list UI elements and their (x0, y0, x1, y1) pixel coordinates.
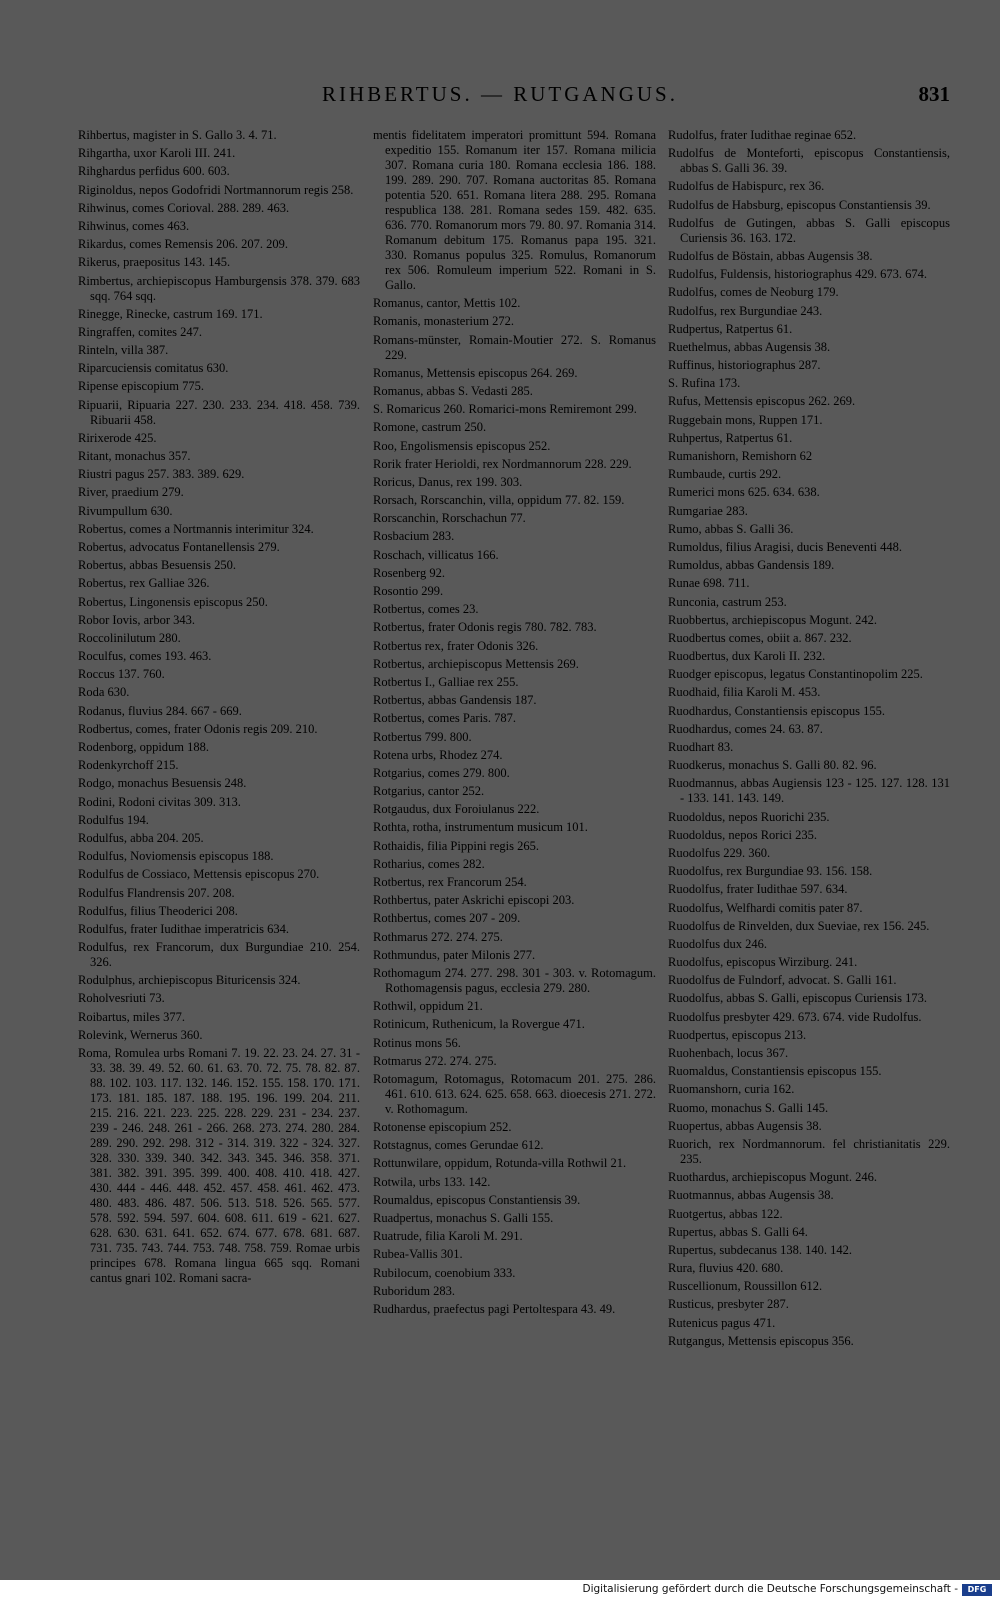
index-entry: Rufus, Mettensis episcopus 262. 269. (668, 394, 856, 409)
index-entry: Rudolfus de Böstain, abbas Augensis 38. (668, 248, 873, 263)
index-entry: Ruotmannus, abbas Augensis 38. (668, 1188, 834, 1203)
index-entry: Roccolinilutum 280. (78, 630, 181, 645)
index-entry: Rubilocum, coenobium 333. (373, 1265, 516, 1280)
index-entry: Rotomagum, Rotomagus, Rotomacum 201. 275. 286. 461. 610. 613. 624. 625. 658. 663. dioecesis 271. 272. v. Rothomagum. (373, 1071, 656, 1116)
index-entry: S. Romaricus 260. Romarici-mons Remiremont 299. (373, 402, 637, 417)
index-entry: Rupertus, abbas S. Galli 64. (668, 1224, 808, 1239)
index-entry: Rotbertus 799. 800. (373, 729, 472, 744)
index-entry: Robertus, comes a Nortmannis interimitur 324. (78, 521, 314, 536)
index-entry: Rudolfus, Fuldensis, historiographus 429. 673. 674. (668, 267, 928, 282)
index-entry: Ruodolfus, abbas S. Galli, episcopus Curiensis 173. (668, 991, 928, 1006)
index-entry: Rinegge, Rinecke, castrum 169. 171. (78, 306, 263, 321)
index-entry: Rihwinus, comes Corioval. 288. 289. 463. (78, 200, 290, 215)
index-entry: Ruodolfus de Fulndorf, advocat. S. Galli 161. (668, 973, 897, 988)
index-entry: Roma, Romulea urbs Romani 7. 19. 22. 23. 24. 27. 31 - 33. 38. 39. 49. 52. 60. 61. 63. 70. 72. 75. 78. 82. 87. 88. 102. 103. 117. 132. 146. 152. 155. 158. 170. 171. 173. 181. 185. 187. 188. 195. 196. 199. 204. 211. 215. 216. 221. 223. 225. 228. 229. 231 - 234. 237. 239 - 246. 248. 261 - 266. 268. 273. 274. 280. 284. 289. 290. 292. 298. 312 - 314. 319. 322 - 324. 327. 328. 330. 339. 340. 342. 343. 345. 346. 358. 371. 381. 382. 391. 395. 399. 400. 408. 410. 418. 427. 430. 444 - 446. 448. 452. 457. 458. 461. 462. 473. 480. 483. 486. 487. 506. 513. 518. 526. 565. 577. 578. 592. 594. 597. 604. 608. 611. 619 - 621. 627. 628. 630. 631. 641. 652. 674. 677. 678. 681. 687. 731. 735. 743. 744. 753. 748. 758. 759. Romae urbis principes 678. Romana lingua 665 sqq. Romani cantus gnari 102. Romani sacra- (78, 1046, 360, 1285)
index-entry: Romanus, abbas S. Vedasti 285. (373, 383, 533, 398)
index-entry: Ritant, monachus 357. (78, 449, 191, 463)
index-entry: Ruscellionum, Roussillon 612. (668, 1279, 823, 1294)
index-entry: Ruadpertus, monachus S. Galli 155. (373, 1211, 554, 1225)
page-number: 831 (918, 82, 950, 106)
index-entry: Rutgangus, Mettensis episcopus 356. (668, 1333, 854, 1348)
index-entry: Rotgarius, cantor 252. (373, 784, 485, 799)
index-entry: Rotgaudus, dux Foroiulanus 222. (373, 802, 540, 817)
index-entry: Rudpertus, Ratpertus 61. (668, 321, 793, 336)
index-entry: Rivumpullum 630. (78, 503, 173, 518)
index-entry: Rudolfus, comes de Neoburg 179. (668, 285, 839, 300)
index-entry: Ruomanshorn, curia 162. (668, 1082, 795, 1097)
index-entry: Rotbertus, comes 23. (373, 602, 479, 617)
index-column-1 (78, 128, 360, 1289)
index-entry: Rotbertus rex, frater Odonis 326. (373, 638, 539, 653)
index-entry: Roricus, Danus, rex 199. 303. (373, 474, 523, 489)
index-entry: Ruodolfus presbyter 429. 673. 674. vide Rudolfus. (668, 1009, 922, 1024)
index-entry: Rothmundus, pater Milonis 277. (373, 947, 536, 962)
index-entry: Rumoldus, filius Aragisi, ducis Beneventi 448. (668, 539, 903, 554)
page-header (0, 82, 1000, 112)
index-entry: Rudolfus de Habsburg, episcopus Constantiensis 39. (668, 197, 931, 212)
index-entry: Rikerus, praepositus 143. 145. (78, 255, 231, 270)
index-entry: Ruodolfus 229. 360. (668, 845, 771, 860)
index-entry: Ruodhardus, Constantiensis episcopus 155. (668, 703, 886, 718)
index-entry: Roibartus, miles 377. (78, 1009, 185, 1024)
index-entry: Robertus, rex Galliae 326. (78, 576, 210, 591)
index-entry: Rodulfus Flandrensis 207. 208. (78, 885, 235, 900)
index-entry: Rotbertus, abbas Gandensis 187. (373, 693, 537, 708)
index-entry: Rotinus mons 56. (373, 1035, 461, 1050)
index-entry: Rotwila, urbs 133. 142. (373, 1174, 491, 1189)
index-entry: Rorsach, Rorscanchin, villa, oppidum 77. 82. 159. (373, 493, 625, 508)
index-entry: Ruodolfus dux 246. (668, 936, 767, 951)
index-entry: Rihbertus, magister in S. Gallo 3. 4. 71. (78, 128, 277, 142)
index-entry: Ruodolfus, episcopus Wirziburg. 241. (668, 955, 858, 970)
index-entry: Rotbertus, archiepiscopus Mettensis 269. (373, 656, 579, 671)
index-entry: Roccus 137. 760. (78, 667, 165, 682)
index-entry: Rikardus, comes Remensis 206. 207. 209. (78, 237, 289, 252)
index-entry: Ruomaldus, Constantiensis episcopus 155. (668, 1064, 882, 1079)
index-entry: Rodini, Rodoni civitas 309. 313. (78, 794, 241, 809)
index-entry: Rihghardus perfidus 600. 603. (78, 164, 230, 179)
index-entry: Robertus, advocatus Fontanellensis 279. (78, 539, 280, 554)
index-entry: Rodulphus, archiepiscopus Bituricensis 324. (78, 973, 301, 988)
index-entry: Ruotgertus, abbas 122. (668, 1206, 783, 1221)
index-entry: Rihgartha, uxor Karoli III. 241. (78, 146, 236, 161)
index-entry: Rotinicum, Ruthenicum, la Rovergue 471. (373, 1017, 585, 1032)
index-entry: Rodenborg, oppidum 188. (78, 740, 210, 754)
index-entry: Rutenicus pagus 471. (668, 1315, 776, 1330)
index-entry: Rothbertus, pater Askrichi episcopi 203. (373, 893, 575, 908)
index-entry: Ruomo, monachus S. Galli 145. (668, 1100, 829, 1115)
index-entry: Rottunwilare, oppidum, Rotunda-villa Rothwil 21. (373, 1156, 627, 1171)
index-entry: Ruatrude, filia Karoli M. 291. (373, 1229, 523, 1244)
index-entry: Rumgariae 283. (668, 503, 748, 518)
index-entry: Rotstagnus, comes Gerundae 612. (373, 1138, 544, 1153)
index-entry: Robertus, abbas Besuensis 250. (78, 558, 236, 573)
index-entry: Rothbertus, comes 207 - 209. (373, 911, 521, 926)
index-entry: Ruhpertus, Ratpertus 61. (668, 430, 793, 445)
index-entry: Rodanus, fluvius 284. 667 - 669. (78, 703, 242, 718)
index-entry: Rothwil, oppidum 21. (373, 999, 483, 1014)
index-entry: Roo, Engolismensis episcopus 252. (373, 438, 551, 453)
index-entry: Robor Iovis, arbor 343. (78, 612, 195, 627)
index-entry: Ruffinus, historiographus 287. (668, 358, 821, 373)
index-entry: Ruodolfus, rex Burgundiae 93. 156. 158. (668, 864, 873, 879)
index-entry: Roumaldus, episcopus Constantiensis 39. (373, 1192, 581, 1207)
index-entry: Rura, fluvius 420. 680. (668, 1261, 784, 1276)
index-entry: Ruethelmus, abbas Augensis 38. (668, 339, 831, 354)
index-entry: mentis fidelitatem imperatori promittunt 594. Romana expeditio 155. Romanum iter 157. Romana milicia 307. Romana curia 180. Romana ecclesia 186. 188. 199. 289. 290. 707. Romana auctoritas 85. Romana potentia 520. 651. Romana litera 288. 295. Romana respublica 138. 281. Romana sedes 159. 482. 635. 636. 770. Romanorum mors 79. 80. 97. Romania 314. Romanum debitum 175. Romanus papa 195. 321. 330. Romanus populus 325. Romulus, Romanorum rex 506. Romuleum imperium 522. Romani in S. Gallo. (373, 128, 656, 292)
index-entry: Ripense episcopium 775. (78, 379, 205, 394)
footer-bar (0, 1580, 1000, 1600)
index-entry: Ruodhaid, filia Karoli M. 453. (668, 685, 821, 700)
index-entry: Ruggebain mons, Ruppen 171. (668, 412, 823, 427)
index-entry: Rosontio 299. (373, 584, 444, 598)
index-entry: Rodulfus, rex Francorum, dux Burgundiae 210. 254. 326. (78, 940, 360, 970)
index-entry: Runconia, castrum 253. (668, 594, 787, 609)
index-entry: Rumbaude, curtis 292. (668, 467, 782, 482)
index-entry: Ruodger episcopus, legatus Constantinopolim 225. (668, 667, 923, 682)
running-title: RIHBERTUS. — RUTGANGUS. (322, 82, 678, 106)
dfg-logo-icon: DFG (962, 1584, 992, 1596)
index-entry: Ruorich, rex Nordmannorum. fel christianitatis 229. 235. (668, 1136, 950, 1166)
index-entry: Roda 630. (78, 685, 130, 700)
index-entry: Ruboridum 283. (373, 1283, 455, 1298)
index-entry: Rudhardus, praefectus pagi Pertoltespara 43. 49. (373, 1301, 616, 1316)
index-entry: Rodulfus, abba 204. 205. (78, 830, 204, 845)
index-entry: Rodgo, monachus Besuensis 248. (78, 776, 247, 791)
index-entry: Rothaidis, filia Pippini regis 265. (373, 838, 539, 853)
index-entry: Rotbertus I., Galliae rex 255. (373, 674, 519, 689)
index-entry: Rumo, abbas S. Galli 36. (668, 521, 794, 536)
index-entry: Rotbertus, rex Francorum 254. (373, 875, 527, 889)
index-entry: Ruodoldus, nepos Rorici 235. (668, 827, 817, 842)
index-entry: Rodulfus de Cossiaco, Mettensis episcopus 270. (78, 867, 320, 882)
index-entry: Rotena urbs, Rhodez 274. (373, 747, 503, 762)
index-entry: Riustri pagus 257. 383. 389. 629. (78, 467, 245, 482)
index-entry: Rothmarus 272. 274. 275. (373, 929, 503, 944)
index-entry: Rudolfus, rex Burgundiae 243. (668, 303, 823, 318)
index-entry: Rubea-Vallis 301. (373, 1247, 463, 1262)
index-entry: Rudolfus de Monteforti, episcopus Constantiensis, abbas S. Galli 36. 39. (668, 146, 950, 176)
index-entry: Rumanishorn, Remishorn 62 (668, 449, 813, 463)
index-entry: Rodenkyrchoff 215. (78, 758, 179, 773)
index-entry: Rotharius, comes 282. (373, 856, 485, 871)
index-entry: Ruodbertus comes, obiit a. 867. 232. (668, 630, 852, 645)
index-entry: Rodulfus, frater Iudithae imperatricis 634. (78, 921, 290, 936)
index-entry: Rusticus, presbyter 287. (668, 1297, 789, 1312)
index-entry: Rorscanchin, Rorschachun 77. (373, 511, 526, 526)
index-entry: Ruodolfus de Rinvelden, dux Sueviae, rex 156. 245. (668, 918, 930, 933)
index-entry: Roschach, villicatus 166. (373, 547, 499, 562)
index-column-2 (373, 128, 656, 1320)
index-entry: Ruopertus, abbas Augensis 38. (668, 1118, 822, 1133)
index-entry: Rumerici mons 625. 634. 638. (668, 485, 820, 500)
index-entry: Rotgarius, comes 279. 800. (373, 765, 510, 780)
index-entry: S. Rufina 173. (668, 376, 741, 391)
index-entry: Rinteln, villa 387. (78, 343, 169, 358)
index-entry: Ruothardus, archiepiscopus Mogunt. 246. (668, 1170, 878, 1185)
index-entry: Runae 698. 711. (668, 576, 750, 591)
index-entry: Ruodoldus, nepos Ruorichi 235. (668, 809, 830, 824)
index-entry: Ruodmannus, abbas Augiensis 123 - 125. 127. 128. 131 - 133. 141. 143. 149. (668, 776, 950, 806)
index-entry: Ririxerode 425. (78, 430, 157, 445)
index-entry: Rorik frater Herioldi, rex Nordmannorum 228. 229. (373, 456, 632, 471)
index-entry: Rodulfus 194. (78, 812, 149, 827)
index-entry: Rodulfus, Noviomensis episcopus 188. (78, 849, 274, 864)
index-entry: Ruodolfus, Welfhardi comitis pater 87. (668, 900, 863, 915)
index-entry: Rimbertus, archiepiscopus Hamburgensis 378. 379. 683 sqq. 764 sqq. (78, 273, 360, 303)
index-entry: Ruodolfus, frater Iudithae 597. 634. (668, 882, 848, 897)
index-entry: Rodbertus, comes, frater Odonis regis 209. 210. (78, 721, 318, 736)
footer-credit: Digitalisierung gefördert durch die Deutsche Forschungsgemeinschaft - (582, 1583, 958, 1595)
index-entry: Ruodbertus, dux Karoli II. 232. (668, 649, 826, 664)
index-entry: Rothta, rotha, instrumentum musicum 101. (373, 820, 588, 835)
index-entry: Rosenberg 92. (373, 565, 445, 580)
index-entry: Rumoldus, abbas Gandensis 189. (668, 558, 835, 573)
index-entry: Rihwinus, comes 463. (78, 218, 190, 233)
index-entry: Roculfus, comes 193. 463. (78, 649, 212, 664)
index-entry: Ringraffen, comites 247. (78, 324, 203, 339)
index-entry: Ruohenbach, locus 367. (668, 1046, 789, 1060)
index-entry: Rudolfus, frater Iudithae reginae 652. (668, 128, 857, 142)
index-entry: Rolevink, Wernerus 360. (78, 1027, 203, 1042)
index-column-3 (668, 128, 950, 1352)
index-entry: Rotbertus, frater Odonis regis 780. 782. 783. (373, 620, 597, 635)
index-entry: Rotbertus, comes Paris. 787. (373, 711, 517, 726)
index-entry: Ruodkerus, monachus S. Galli 80. 82. 96. (668, 758, 877, 773)
index-entry: River, praedium 279. (78, 485, 184, 500)
index-entry: Rudolfus de Gutingen, abbas S. Galli episcopus Curiensis 36. 163. 172. (668, 215, 950, 245)
index-entry: Rosbacium 283. (373, 529, 455, 544)
index-entry: Robertus, Lingonensis episcopus 250. (78, 594, 268, 609)
index-entry: Rotmarus 272. 274. 275. (373, 1053, 497, 1068)
index-entry: Roholvesriuti 73. (78, 991, 165, 1006)
index-entry: Ruodhardus, comes 24. 63. 87. (668, 721, 823, 736)
index-entry: Rothomagum 274. 277. 298. 301 - 303. v. Rotomagum. Rothomagensis pagus, ecclesia 279. 280. (373, 965, 656, 995)
index-entry: Rotonense episcopium 252. (373, 1120, 512, 1135)
index-entry: Rodulfus, filius Theoderici 208. (78, 903, 238, 918)
index-entry: Ruodhart 83. (668, 740, 734, 754)
index-entry: Romanis, monasterium 272. (373, 314, 514, 329)
index-entry: Romanus, Mettensis episcopus 264. 269. (373, 365, 578, 380)
index-entry: Riginoldus, nepos Godofridi Nortmannorum regis 258. (78, 182, 354, 197)
index-entry: Ruodpertus, episcopus 213. (668, 1027, 807, 1042)
index-entry: Romone, castrum 250. (373, 420, 487, 435)
index-entry: Romans-münster, Romain-Moutier 272. S. Romanus 229. (373, 332, 656, 362)
index-entry: Ripuarii, Ripuaria 227. 230. 233. 234. 418. 458. 739. Ribuarii 458. (78, 397, 360, 427)
index-entry: Rudolfus de Habispurc, rex 36. (668, 179, 825, 194)
index-entry: Ruobbertus, archiepiscopus Mogunt. 242. (668, 612, 878, 627)
index-entry: Rupertus, subdecanus 138. 140. 142. (668, 1242, 853, 1257)
index-entry: Riparcuciensis comitatus 630. (78, 361, 229, 376)
index-entry: Romanus, cantor, Mettis 102. (373, 296, 521, 311)
